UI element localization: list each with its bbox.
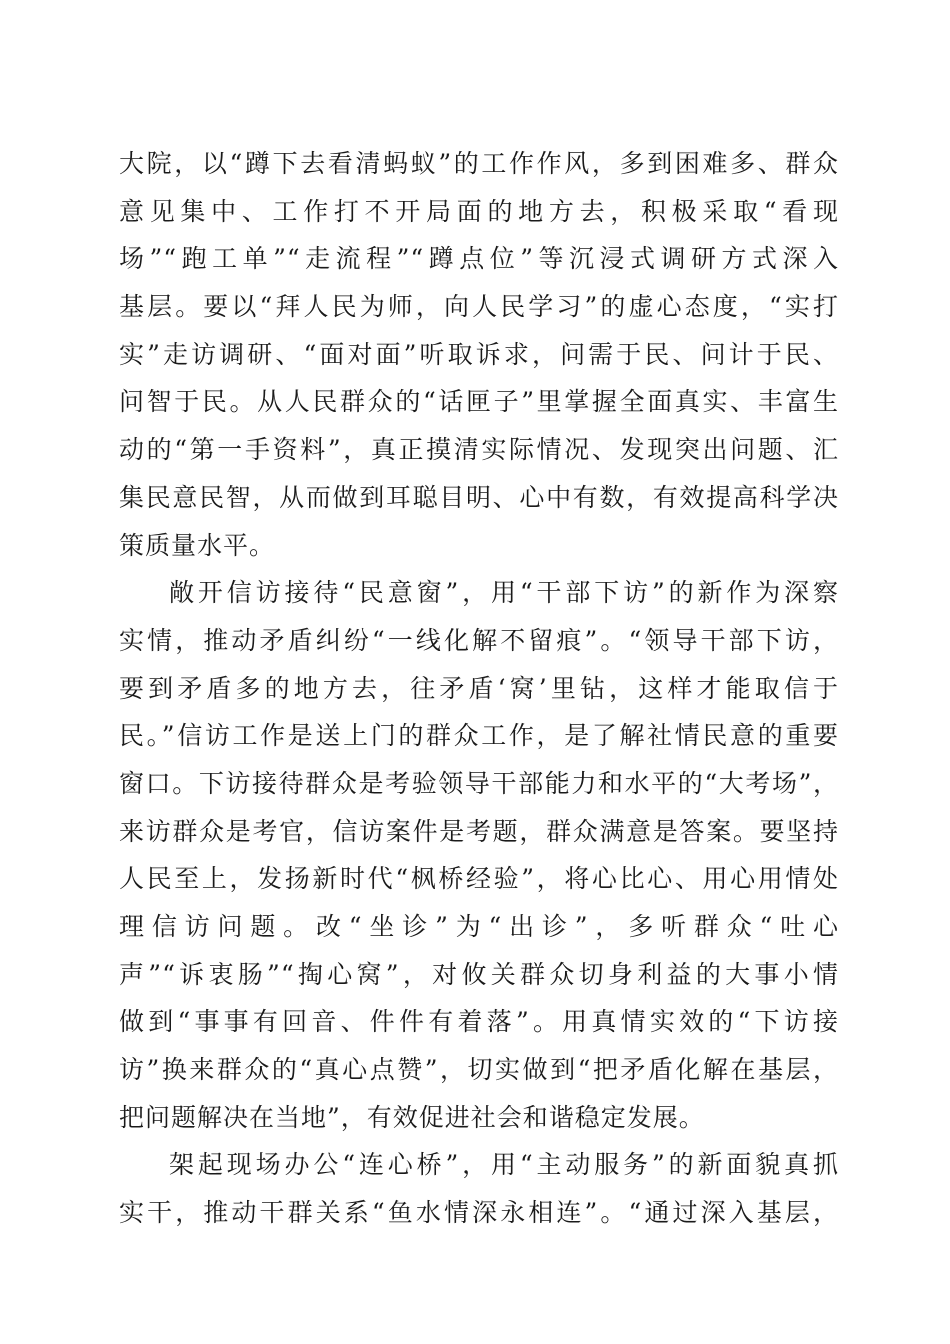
paragraph-end-line: 策质量水平。 [119,530,276,560]
text-line: 访”换来群众的“真心点赞”，切实做到“把矛盾化解在基层， [119,1055,839,1085]
text-line: 声”“诉衷肠”“掏心窝”，对攸关群众切身利益的大事小情 [119,959,839,989]
text-line: 实干，推动干群关系“鱼水情深永相连”。“通过深入基层， [119,1198,839,1228]
text-line: 基层。要以“拜人民为师，向人民学习”的虚心态度，“实打 [119,292,839,322]
text-line: 实情，推动矛盾纠纷“一线化解不留痕”。“领导干部下访， [119,625,839,655]
paragraph-start-line: 敞开信访接待“民意窗”，用“干部下访”的新作为深察 [169,578,839,608]
text-line: 窗口。下访接待群众是考验领导干部能力和水平的“大考场”， [119,768,839,798]
text-line: 要到矛盾多的地方去，往矛盾‘窝’里钻，这样才能取信于 [119,673,839,703]
text-line: 大院，以“蹲下去看清蚂蚁”的工作作风，多到困难多、群众 [119,149,839,178]
text-line: 理信访问题。改“坐诊”为“出诊”，多听群众“吐心 [119,912,839,941]
text-line: 来访群众是考官，信访案件是考题，群众满意是答案。要坚持 [119,816,839,846]
text-line: 问智于民。从人民群众的“话匣子”里掌握全面真实、丰富生 [119,387,839,417]
text-line: 集民意民智，从而做到耳聪目明、心中有数，有效提高科学决 [119,482,839,512]
text-line: 场”“跑工单”“走流程”“蹲点位”等沉浸式调研方式深入 [119,244,839,274]
text-line: 做到“事事有回音、件件有着落”。用真情实效的“下访接 [119,1007,839,1037]
text-line: 意见集中、工作打不开局面的地方去，积极采取“看现 [119,196,839,226]
text-line: 动的“第一手资料”，真正摸清实际情况、发现突出问题、汇 [119,435,839,465]
paragraph-start-line: 架起现场办公“连心桥”，用“主动服务”的新面貌真抓 [169,1150,839,1180]
body-text [119,140,839,1237]
text-line: 实”走访调研、“面对面”听取诉求，问需于民、问计于民、 [119,339,839,369]
paragraph-end-line: 把问题解决在当地”，有效促进社会和谐稳定发展。 [119,1102,705,1132]
text-line: 人民至上，发扬新时代“枫桥经验”，将心比心、用心用情处 [119,864,839,894]
text-line: 民。”信访工作是送上门的群众工作，是了解社情民意的重要 [119,721,839,751]
